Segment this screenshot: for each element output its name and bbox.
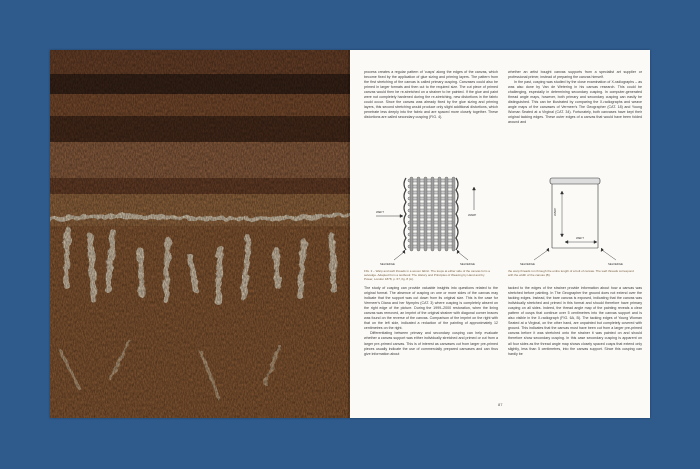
book-spread bbox=[50, 50, 650, 418]
column-2-top bbox=[508, 70, 642, 126]
label-warp: WARP bbox=[553, 207, 557, 216]
label-selvedge: SELVEDGE bbox=[520, 262, 535, 266]
label-weft: WEFT bbox=[376, 210, 384, 214]
figure-caption-b: the warp threads run through the entire length of a bolt of canvas. The weft threads correspond with the width of the canvas (B). bbox=[508, 269, 634, 277]
paragraph: process creates a regular pattern of 'cusps' along the edges of the canvas, which become fixed by the application of glue sizing and priming layers. The pattern from the first stretching of the canvas is called primary cusping. Canvases could also be primed in larger formats and then cut to the required size. The cut piece of primed canvas would then be re-stretched on a strainer to be painted. If the glue and paint were not completely hardened during the re-stretching, new distortions in the fabric could occur. Since the canvas was already fixed by the glue sizing and priming layers, this second stretching would produce only slight additional distortions, which penetrate less deeply into the fabric and are spaced more closely together. These distortions are called secondary cusping (FIG. 4). bbox=[364, 70, 498, 120]
column-1-top bbox=[364, 70, 498, 120]
page-number: 87 bbox=[498, 402, 503, 407]
text-page bbox=[350, 50, 650, 418]
paragraph: In the past, cusping was studied by the close examination of X-radiographs – as was also done by Van de Wetering in his canvas research. This could be challenging, especially in determining secondary cusping. In computer-generated thread angle maps, however, both primary and secondary cusping can easily be distinguished. This can be illustrated by comparing the X-radiographs and weave angle maps of the canvases of Vermeer's The Geographer (CAT. 18) and Young Woman Seated at a Virginal (CAT. 34). Fortunately, both canvases have kept their original tacking edges. These outer edges of a canvas that would have been folded around and bbox=[508, 80, 642, 125]
paragraph: whether an artist bought canvas supports from a specialist art supplier or professional primer, instead of preparing the canvas himself. bbox=[508, 70, 642, 80]
label-warp: WARP bbox=[468, 213, 477, 217]
paragraph: tacked to the edges of the strainer provide information about how a canvas was stretched before painting. In The Geographer the ground does not extend over the tacking edges. Instead, the bare canvas is exposed, indicating that the canvas was individually stretched and primed in this format and should therefore have primary cusping on all sides. Indeed, the thread angle map of the painting reveals a clear pattern of cusps that continue over 5 centimetres into the canvas support and is also visible in the X-radiograph (FIG. 6A, B). The tacking edges of Young Woman Seated at a Virginal, on the other hand, are unpainted but completely covered with ground. This indicates that the canvas must have been cut from a larger pre-primed canvas before it was stretched onto the strainer it was painted on and should therefore show secondary cusping. In this case secondary cusping is apparent on all four sides as the thread angle map shows closely spaced cusps that extend only slightly, less than 5 centimetres, into the canvas support. Since this cusping can hardly be bbox=[508, 286, 642, 356]
paragraph: The study of cusping can provide valuable insights into questions related to the original format. The absence of cusping on one or more sides of the canvas may indicate that the support was cut down from its original size. This is the case for Vermeer's Diana and her Nymphs (CAT. 3) where cusping is completely absent on the right edge of the picture. During the 1999–2000 restoration, when the lining canvas was removed, an imprint of the original strainer with diagonal corner braces was found on the reverse of the canvas. Comparison of the imprint on the right with that on the left side, indicated a reduction of the painting of approximately 12 centimetres on the right. bbox=[364, 286, 498, 331]
weave-diagram bbox=[364, 170, 498, 266]
label-selvedge: SELVEDGE bbox=[380, 262, 395, 266]
painting-detail-image bbox=[50, 50, 350, 418]
canvas-bolt-diagram bbox=[508, 170, 642, 266]
column-1-bottom bbox=[364, 286, 498, 357]
painting-texture bbox=[50, 50, 350, 418]
label-selvedge: SELVEDGE bbox=[608, 262, 623, 266]
figure-caption-a: FIG. 3 – Warp and weft threads in a woven fabric. The loops at either side of the canvas form a selvedge. Adapted from a textbook: The History and Principles of Weaving by Hand and by Power, London 1878, p. 67, fig. 8 (A). bbox=[364, 269, 490, 281]
paragraph: Differentiating between primary and secondary cusping can help evaluate whether a canvas support was either individually stretched and primed or cut from a larger pre-primed canvas. This is of interest as canvases cut from larger pre-primed pieces usually indicate the use of commercially prepared canvases and can thus give information about bbox=[364, 331, 498, 356]
column-2-bottom bbox=[508, 286, 642, 357]
label-selvedge: SELVEDGE bbox=[460, 262, 475, 266]
label-weft: WEFT bbox=[576, 236, 584, 240]
